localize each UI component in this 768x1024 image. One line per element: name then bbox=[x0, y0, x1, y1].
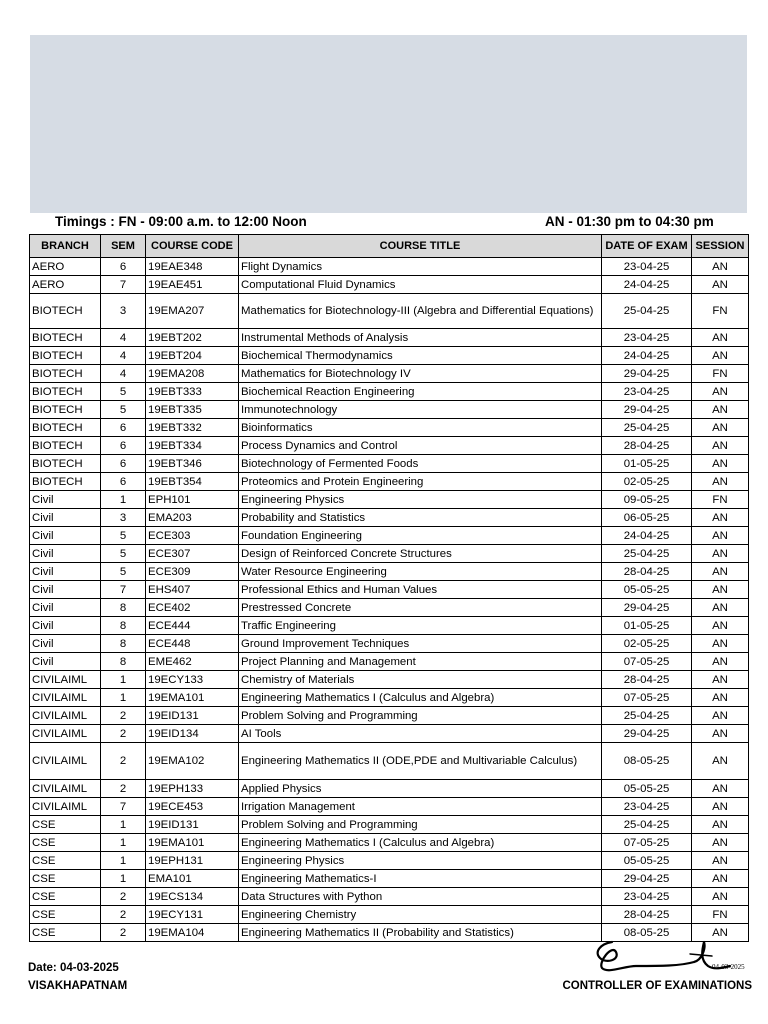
cell-branch: CSE bbox=[30, 834, 101, 852]
cell-branch: Civil bbox=[30, 581, 101, 599]
cell-sem: 5 bbox=[101, 527, 146, 545]
cell-session: AN bbox=[692, 473, 749, 491]
cell-course-title: AI Tools bbox=[239, 725, 602, 743]
cell-session: AN bbox=[692, 834, 749, 852]
cell-session: FN bbox=[692, 294, 749, 329]
cell-session: AN bbox=[692, 455, 749, 473]
cell-session: AN bbox=[692, 798, 749, 816]
cell-sem: 6 bbox=[101, 473, 146, 491]
table-row bbox=[30, 888, 749, 906]
cell-branch: BIOTECH bbox=[30, 455, 101, 473]
cell-sem: 6 bbox=[101, 437, 146, 455]
cell-sem: 6 bbox=[101, 258, 146, 276]
cell-date-of-exam: 25-04-25 bbox=[602, 707, 692, 725]
cell-session: AN bbox=[692, 527, 749, 545]
signature-date: 04-03-2025 bbox=[712, 963, 745, 971]
cell-branch: BIOTECH bbox=[30, 473, 101, 491]
cell-session: AN bbox=[692, 276, 749, 294]
table-body bbox=[30, 258, 749, 942]
cell-session: AN bbox=[692, 347, 749, 365]
cell-sem: 4 bbox=[101, 347, 146, 365]
cell-course-code: EHS407 bbox=[146, 581, 239, 599]
header-banner bbox=[30, 35, 747, 213]
an-timings: AN - 01:30 pm to 04:30 pm bbox=[545, 214, 714, 229]
cell-course-code: 19EBT335 bbox=[146, 401, 239, 419]
cell-course-title: Professional Ethics and Human Values bbox=[239, 581, 602, 599]
cell-sem: 1 bbox=[101, 870, 146, 888]
cell-date-of-exam: 25-04-25 bbox=[602, 419, 692, 437]
cell-session: AN bbox=[692, 581, 749, 599]
cell-course-title: Computational Fluid Dynamics bbox=[239, 276, 602, 294]
cell-session: AN bbox=[692, 671, 749, 689]
cell-course-title: Engineering Physics bbox=[239, 491, 602, 509]
cell-sem: 2 bbox=[101, 888, 146, 906]
cell-course-title: Biotechnology of Fermented Foods bbox=[239, 455, 602, 473]
cell-branch: CSE bbox=[30, 870, 101, 888]
table-row bbox=[30, 617, 749, 635]
cell-course-title: Probability and Statistics bbox=[239, 509, 602, 527]
cell-course-title: Design of Reinforced Concrete Structures bbox=[239, 545, 602, 563]
cell-branch: Civil bbox=[30, 509, 101, 527]
cell-session: AN bbox=[692, 816, 749, 834]
cell-branch: Civil bbox=[30, 545, 101, 563]
cell-course-code: 19EPH131 bbox=[146, 852, 239, 870]
cell-sem: 6 bbox=[101, 419, 146, 437]
cell-session: AN bbox=[692, 258, 749, 276]
cell-date-of-exam: 06-05-25 bbox=[602, 509, 692, 527]
cell-date-of-exam: 24-04-25 bbox=[602, 527, 692, 545]
cell-course-code: 19EID134 bbox=[146, 725, 239, 743]
cell-session: AN bbox=[692, 617, 749, 635]
cell-course-code: 19EBT346 bbox=[146, 455, 239, 473]
cell-sem: 1 bbox=[101, 689, 146, 707]
cell-date-of-exam: 02-05-25 bbox=[602, 635, 692, 653]
cell-session: AN bbox=[692, 725, 749, 743]
cell-sem: 6 bbox=[101, 455, 146, 473]
table-row bbox=[30, 581, 749, 599]
cell-date-of-exam: 29-04-25 bbox=[602, 401, 692, 419]
cell-date-of-exam: 02-05-25 bbox=[602, 473, 692, 491]
cell-date-of-exam: 25-04-25 bbox=[602, 294, 692, 329]
cell-course-code: 19EID131 bbox=[146, 707, 239, 725]
controller-of-examinations: CONTROLLER OF EXAMINATIONS bbox=[562, 980, 752, 992]
cell-branch: Civil bbox=[30, 563, 101, 581]
cell-date-of-exam: 29-04-25 bbox=[602, 725, 692, 743]
cell-sem: 5 bbox=[101, 563, 146, 581]
cell-date-of-exam: 25-04-25 bbox=[602, 545, 692, 563]
cell-course-title: Traffic Engineering bbox=[239, 617, 602, 635]
table-row bbox=[30, 725, 749, 743]
cell-session: AN bbox=[692, 653, 749, 671]
cell-course-title: Bioinformatics bbox=[239, 419, 602, 437]
cell-course-code: 19EMA102 bbox=[146, 743, 239, 780]
table-row bbox=[30, 509, 749, 527]
cell-sem: 2 bbox=[101, 924, 146, 942]
cell-course-title: Instrumental Methods of Analysis bbox=[239, 329, 602, 347]
table-row bbox=[30, 527, 749, 545]
cell-session: AN bbox=[692, 437, 749, 455]
cell-branch: CSE bbox=[30, 816, 101, 834]
cell-course-title: Foundation Engineering bbox=[239, 527, 602, 545]
cell-date-of-exam: 23-04-25 bbox=[602, 258, 692, 276]
cell-branch: BIOTECH bbox=[30, 329, 101, 347]
cell-session: FN bbox=[692, 365, 749, 383]
cell-course-title: Engineering Mathematics I (Calculus and Algebra) bbox=[239, 689, 602, 707]
cell-branch: Civil bbox=[30, 635, 101, 653]
cell-branch: CSE bbox=[30, 852, 101, 870]
cell-sem: 8 bbox=[101, 635, 146, 653]
cell-course-title: Project Planning and Management bbox=[239, 653, 602, 671]
table-row bbox=[30, 563, 749, 581]
cell-session: AN bbox=[692, 743, 749, 780]
cell-course-title: Data Structures with Python bbox=[239, 888, 602, 906]
cell-session: AN bbox=[692, 635, 749, 653]
table-row bbox=[30, 491, 749, 509]
cell-sem: 2 bbox=[101, 906, 146, 924]
cell-date-of-exam: 23-04-25 bbox=[602, 798, 692, 816]
cell-date-of-exam: 28-04-25 bbox=[602, 437, 692, 455]
cell-branch: Civil bbox=[30, 599, 101, 617]
table-row bbox=[30, 671, 749, 689]
cell-date-of-exam: 09-05-25 bbox=[602, 491, 692, 509]
cell-branch: CSE bbox=[30, 924, 101, 942]
cell-session: AN bbox=[692, 599, 749, 617]
cell-session: FN bbox=[692, 906, 749, 924]
cell-sem: 1 bbox=[101, 816, 146, 834]
cell-date-of-exam: 07-05-25 bbox=[602, 834, 692, 852]
cell-course-title: Process Dynamics and Control bbox=[239, 437, 602, 455]
cell-sem: 2 bbox=[101, 743, 146, 780]
cell-branch: CSE bbox=[30, 906, 101, 924]
cell-date-of-exam: 07-05-25 bbox=[602, 653, 692, 671]
column-header-sem: SEM bbox=[101, 235, 146, 258]
cell-sem: 3 bbox=[101, 294, 146, 329]
cell-sem: 4 bbox=[101, 329, 146, 347]
table-row bbox=[30, 816, 749, 834]
cell-session: AN bbox=[692, 689, 749, 707]
table-row bbox=[30, 798, 749, 816]
table-row bbox=[30, 653, 749, 671]
table-row bbox=[30, 906, 749, 924]
cell-session: AN bbox=[692, 383, 749, 401]
cell-course-code: 19EBT334 bbox=[146, 437, 239, 455]
cell-course-code: 19EMA207 bbox=[146, 294, 239, 329]
cell-course-title: Flight Dynamics bbox=[239, 258, 602, 276]
cell-date-of-exam: 23-04-25 bbox=[602, 383, 692, 401]
cell-sem: 4 bbox=[101, 365, 146, 383]
column-header-course-code: COURSE CODE bbox=[146, 235, 239, 258]
table-row bbox=[30, 419, 749, 437]
cell-date-of-exam: 25-04-25 bbox=[602, 816, 692, 834]
cell-course-code: 19EPH133 bbox=[146, 780, 239, 798]
table-row bbox=[30, 365, 749, 383]
cell-session: AN bbox=[692, 329, 749, 347]
cell-course-code: EMA203 bbox=[146, 509, 239, 527]
cell-branch: Civil bbox=[30, 653, 101, 671]
table-row bbox=[30, 870, 749, 888]
cell-branch: BIOTECH bbox=[30, 383, 101, 401]
table-row bbox=[30, 852, 749, 870]
table-row bbox=[30, 437, 749, 455]
cell-branch: BIOTECH bbox=[30, 419, 101, 437]
cell-date-of-exam: 28-04-25 bbox=[602, 671, 692, 689]
cell-course-title: Proteomics and Protein Engineering bbox=[239, 473, 602, 491]
cell-sem: 7 bbox=[101, 581, 146, 599]
cell-course-code: 19ECS134 bbox=[146, 888, 239, 906]
table-row bbox=[30, 383, 749, 401]
cell-course-code: 19ECY131 bbox=[146, 906, 239, 924]
cell-branch: CIVILAIML bbox=[30, 743, 101, 780]
cell-branch: CIVILAIML bbox=[30, 689, 101, 707]
cell-branch: CIVILAIML bbox=[30, 780, 101, 798]
cell-course-title: Irrigation Management bbox=[239, 798, 602, 816]
cell-course-code: 19ECE453 bbox=[146, 798, 239, 816]
cell-sem: 5 bbox=[101, 401, 146, 419]
cell-date-of-exam: 29-04-25 bbox=[602, 599, 692, 617]
cell-course-code: ECE444 bbox=[146, 617, 239, 635]
cell-course-title: Chemistry of Materials bbox=[239, 671, 602, 689]
cell-course-code: ECE303 bbox=[146, 527, 239, 545]
cell-branch: AERO bbox=[30, 258, 101, 276]
table-row bbox=[30, 780, 749, 798]
cell-course-title: Applied Physics bbox=[239, 780, 602, 798]
cell-course-code: EME462 bbox=[146, 653, 239, 671]
cell-date-of-exam: 24-04-25 bbox=[602, 347, 692, 365]
cell-course-code: EPH101 bbox=[146, 491, 239, 509]
cell-date-of-exam: 29-04-25 bbox=[602, 870, 692, 888]
cell-course-code: 19EBT332 bbox=[146, 419, 239, 437]
table-row bbox=[30, 276, 749, 294]
cell-course-code: 19ECY133 bbox=[146, 671, 239, 689]
column-header-course-title: COURSE TITLE bbox=[239, 235, 602, 258]
cell-sem: 2 bbox=[101, 780, 146, 798]
table-row bbox=[30, 635, 749, 653]
controller-signature bbox=[590, 936, 755, 978]
cell-date-of-exam: 08-05-25 bbox=[602, 743, 692, 780]
cell-date-of-exam: 28-04-25 bbox=[602, 906, 692, 924]
cell-date-of-exam: 05-05-25 bbox=[602, 780, 692, 798]
cell-session: AN bbox=[692, 509, 749, 527]
cell-session: AN bbox=[692, 419, 749, 437]
cell-course-title: Engineering Chemistry bbox=[239, 906, 602, 924]
cell-course-title: Problem Solving and Programming bbox=[239, 707, 602, 725]
cell-branch: Civil bbox=[30, 491, 101, 509]
table-row bbox=[30, 689, 749, 707]
cell-branch: CIVILAIML bbox=[30, 707, 101, 725]
table-row bbox=[30, 258, 749, 276]
cell-course-title: Mathematics for Biotechnology-III (Algebra and Differential Equations) bbox=[239, 294, 602, 329]
cell-course-code: 19EBT202 bbox=[146, 329, 239, 347]
cell-sem: 2 bbox=[101, 725, 146, 743]
cell-date-of-exam: 24-04-25 bbox=[602, 276, 692, 294]
column-header-session: SESSION bbox=[692, 235, 749, 258]
cell-course-code: 19EBT354 bbox=[146, 473, 239, 491]
cell-course-code: 19EMA208 bbox=[146, 365, 239, 383]
cell-course-title: Mathematics for Biotechnology IV bbox=[239, 365, 602, 383]
cell-session: AN bbox=[692, 852, 749, 870]
table-header-row bbox=[30, 235, 749, 258]
cell-course-code: 19EMA101 bbox=[146, 834, 239, 852]
cell-sem: 8 bbox=[101, 653, 146, 671]
cell-date-of-exam: 28-04-25 bbox=[602, 563, 692, 581]
cell-session: FN bbox=[692, 491, 749, 509]
cell-date-of-exam: 23-04-25 bbox=[602, 888, 692, 906]
cell-course-code: 19EMA104 bbox=[146, 924, 239, 942]
cell-course-code: EMA101 bbox=[146, 870, 239, 888]
cell-date-of-exam: 01-05-25 bbox=[602, 617, 692, 635]
column-header-date-of-exam: DATE OF EXAM bbox=[602, 235, 692, 258]
cell-course-title: Engineering Mathematics I (Calculus and Algebra) bbox=[239, 834, 602, 852]
cell-session: AN bbox=[692, 563, 749, 581]
cell-sem: 1 bbox=[101, 852, 146, 870]
cell-branch: CSE bbox=[30, 888, 101, 906]
cell-course-title: Engineering Physics bbox=[239, 852, 602, 870]
cell-date-of-exam: 29-04-25 bbox=[602, 365, 692, 383]
cell-course-title: Water Resource Engineering bbox=[239, 563, 602, 581]
cell-date-of-exam: 07-05-25 bbox=[602, 689, 692, 707]
exam-schedule-table bbox=[29, 234, 749, 942]
cell-branch: Civil bbox=[30, 527, 101, 545]
table-row bbox=[30, 707, 749, 725]
column-header-branch: BRANCH bbox=[30, 235, 101, 258]
cell-branch: CIVILAIML bbox=[30, 798, 101, 816]
cell-course-code: ECE309 bbox=[146, 563, 239, 581]
cell-branch: BIOTECH bbox=[30, 365, 101, 383]
cell-sem: 7 bbox=[101, 276, 146, 294]
cell-sem: 5 bbox=[101, 545, 146, 563]
cell-date-of-exam: 08-05-25 bbox=[602, 924, 692, 942]
table-row bbox=[30, 401, 749, 419]
cell-branch: BIOTECH bbox=[30, 294, 101, 329]
table-row bbox=[30, 347, 749, 365]
cell-date-of-exam: 01-05-25 bbox=[602, 455, 692, 473]
cell-session: AN bbox=[692, 924, 749, 942]
table-row bbox=[30, 329, 749, 347]
issue-city: VISAKHAPATNAM bbox=[28, 980, 128, 992]
cell-sem: 8 bbox=[101, 617, 146, 635]
cell-course-title: Engineering Mathematics-I bbox=[239, 870, 602, 888]
cell-course-code: 19EMA101 bbox=[146, 689, 239, 707]
cell-sem: 5 bbox=[101, 383, 146, 401]
cell-session: AN bbox=[692, 401, 749, 419]
cell-session: AN bbox=[692, 707, 749, 725]
table-row bbox=[30, 294, 749, 329]
cell-session: AN bbox=[692, 780, 749, 798]
cell-course-title: Immunotechnology bbox=[239, 401, 602, 419]
cell-session: AN bbox=[692, 545, 749, 563]
cell-course-title: Engineering Mathematics II (Probability and Statistics) bbox=[239, 924, 602, 942]
issue-date: Date: 04-03-2025 bbox=[28, 962, 119, 974]
cell-sem: 3 bbox=[101, 509, 146, 527]
cell-date-of-exam: 05-05-25 bbox=[602, 852, 692, 870]
fn-timings: Timings : FN - 09:00 a.m. to 12:00 Noon bbox=[55, 214, 307, 229]
cell-branch: BIOTECH bbox=[30, 401, 101, 419]
table-row bbox=[30, 473, 749, 491]
table-row bbox=[30, 599, 749, 617]
cell-course-title: Biochemical Reaction Engineering bbox=[239, 383, 602, 401]
cell-sem: 2 bbox=[101, 707, 146, 725]
cell-course-title: Ground Improvement Techniques bbox=[239, 635, 602, 653]
table-row bbox=[30, 455, 749, 473]
cell-sem: 1 bbox=[101, 834, 146, 852]
cell-course-code: 19EBT333 bbox=[146, 383, 239, 401]
cell-sem: 8 bbox=[101, 599, 146, 617]
cell-course-code: 19EAE451 bbox=[146, 276, 239, 294]
cell-date-of-exam: 23-04-25 bbox=[602, 329, 692, 347]
cell-course-code: ECE307 bbox=[146, 545, 239, 563]
cell-branch: CIVILAIML bbox=[30, 725, 101, 743]
cell-course-title: Prestressed Concrete bbox=[239, 599, 602, 617]
cell-branch: AERO bbox=[30, 276, 101, 294]
cell-course-title: Biochemical Thermodynamics bbox=[239, 347, 602, 365]
cell-session: AN bbox=[692, 888, 749, 906]
table-row bbox=[30, 743, 749, 780]
cell-branch: BIOTECH bbox=[30, 437, 101, 455]
table-row bbox=[30, 545, 749, 563]
cell-branch: BIOTECH bbox=[30, 347, 101, 365]
cell-session: AN bbox=[692, 870, 749, 888]
cell-course-code: 19EBT204 bbox=[146, 347, 239, 365]
cell-branch: Civil bbox=[30, 617, 101, 635]
cell-date-of-exam: 05-05-25 bbox=[602, 581, 692, 599]
cell-course-code: ECE402 bbox=[146, 599, 239, 617]
cell-course-code: 19EID131 bbox=[146, 816, 239, 834]
cell-branch: CIVILAIML bbox=[30, 671, 101, 689]
cell-sem: 7 bbox=[101, 798, 146, 816]
cell-sem: 1 bbox=[101, 671, 146, 689]
cell-course-code: 19EAE348 bbox=[146, 258, 239, 276]
cell-course-title: Problem Solving and Programming bbox=[239, 816, 602, 834]
cell-course-title: Engineering Mathematics II (ODE,PDE and Multivariable Calculus) bbox=[239, 743, 602, 780]
cell-course-code: ECE448 bbox=[146, 635, 239, 653]
cell-sem: 1 bbox=[101, 491, 146, 509]
table-row bbox=[30, 834, 749, 852]
